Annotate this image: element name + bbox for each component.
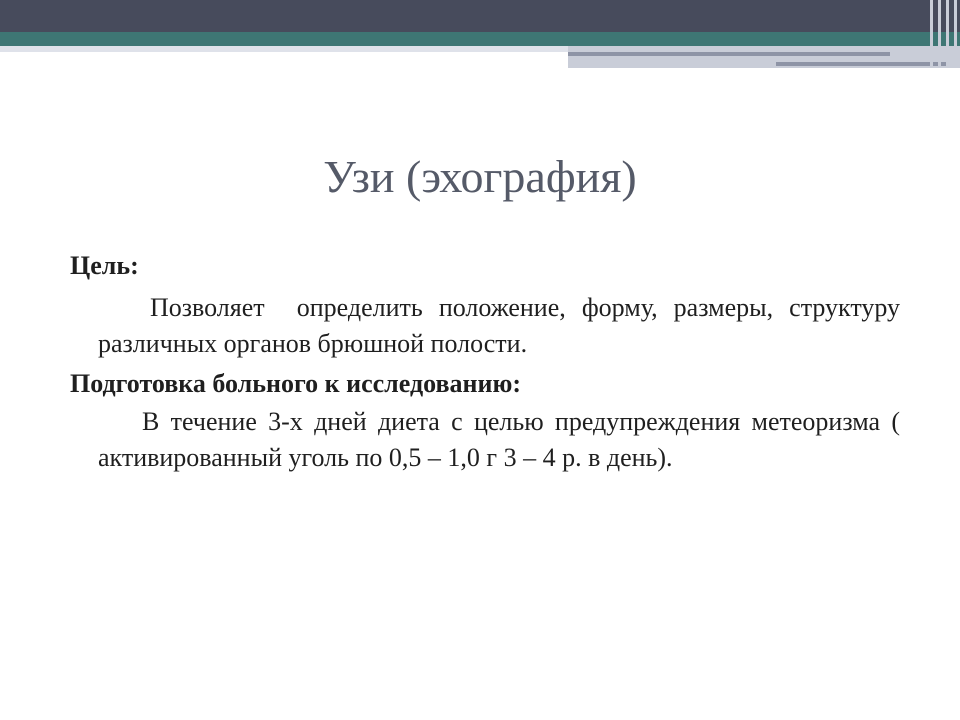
header-vertical-stripes — [926, 0, 960, 68]
goal-text: Позволяет определить положение, форму, размеры, структуру различных органов брюшной полости. — [98, 293, 907, 358]
preparation-text: В течение 3-х дней диета с целью предупреждения метеоризма ( активированный уголь по 0,5 – 1,0 г 3 – 4 р. в день). — [98, 407, 900, 472]
goal-heading: Цель: — [70, 251, 139, 280]
slide-body — [70, 248, 907, 476]
header-accent-line — [568, 52, 890, 56]
header-accent-line-short — [776, 62, 946, 66]
header-dark-bar — [0, 0, 960, 32]
slide-title: Узи (эхография) — [323, 151, 637, 202]
preparation-heading: Подготовка больного к исследованию: — [70, 369, 522, 398]
header-teal-bar — [0, 32, 960, 46]
